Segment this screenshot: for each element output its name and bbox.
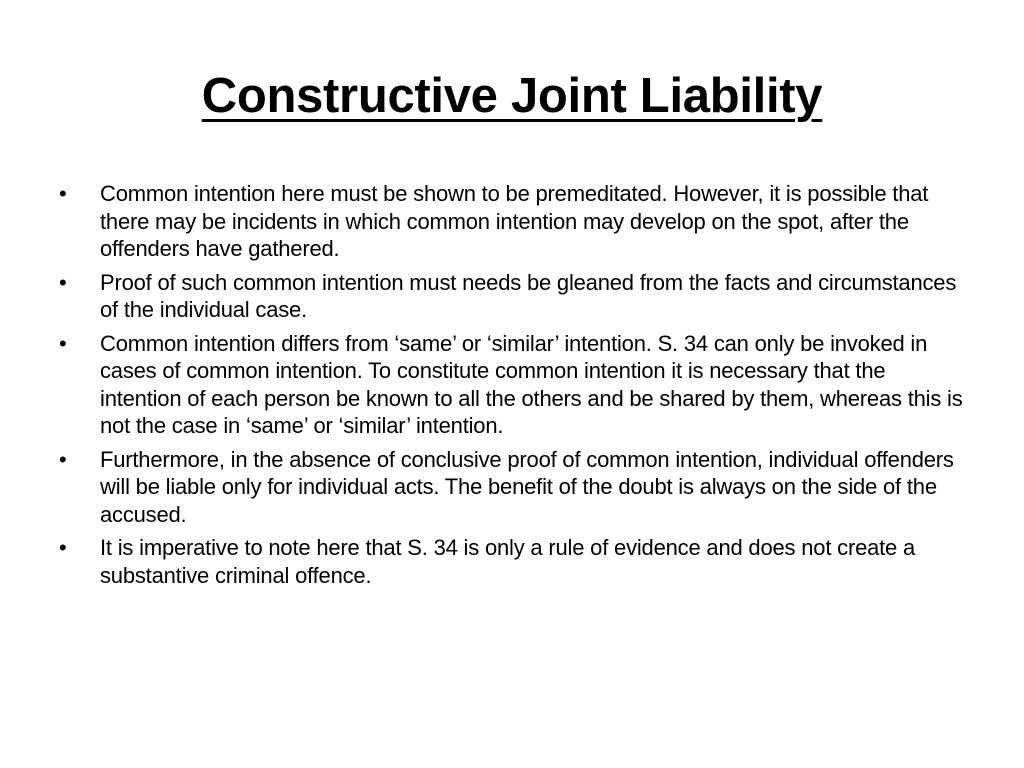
slide-title: Constructive Joint Liability xyxy=(201,69,823,123)
bullet-dot-icon: • xyxy=(59,535,67,560)
bullet-dot-icon: • xyxy=(59,269,67,295)
bullet-dot-icon: • xyxy=(59,181,67,206)
bullet-dot-icon: • xyxy=(59,330,67,356)
bullet-text: Common intention differs from ‘same’ or ‘similar’ intention. S. 34 can only be invoked in cases of common intention. To constitute common intention it is necessary that the intention of each person be known to all the others and be shared by them, whereas this is not the case in ‘same’ or ‘similar’ intention. xyxy=(100,330,963,438)
bullet-item xyxy=(58,269,968,324)
bullet-text: It is imperative to note here that S. 34 is only a rule of evidence and does not create a substantive criminal offence. xyxy=(100,535,916,588)
bullet-item xyxy=(58,534,968,589)
bullet-item xyxy=(58,446,968,529)
bullet-text: Furthermore, in the absence of conclusive proof of common intention, individual offenders will be liable only for individual acts. The benefit of the doubt is always on the side of the accused. xyxy=(100,446,954,527)
bullet-item xyxy=(58,330,968,440)
bullet-dot-icon: • xyxy=(59,446,67,472)
bullet-text: Proof of such common intention must needs be gleaned from the facts and circumstances of the individual case. xyxy=(100,269,957,322)
bullet-item xyxy=(58,180,968,263)
bullet-text: Common intention here must be shown to be premeditated. However, it is possible that there may be incidents in which common intention may develop on the spot, after the offenders have gathered. xyxy=(100,181,929,261)
bullet-list xyxy=(58,180,968,595)
